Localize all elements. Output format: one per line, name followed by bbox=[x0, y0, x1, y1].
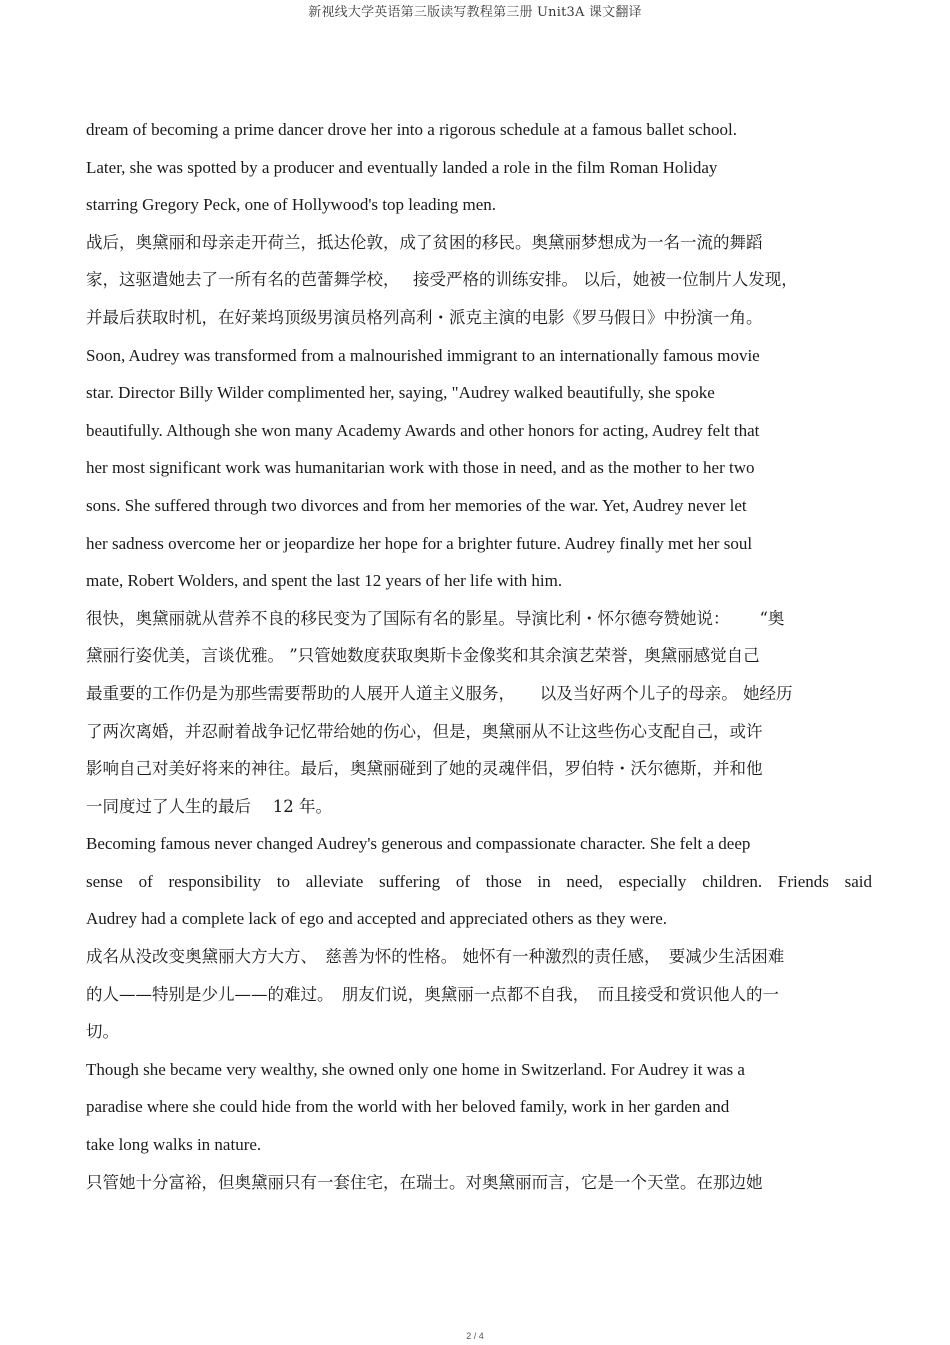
chinese-text-line: 影响自己对美好将来的神往。最后，奥黛丽碰到了她的灵魂伴侣，罗伯特・沃尔德斯，并和他 bbox=[86, 759, 763, 779]
english-text-line: Later, she was spotted by a producer and eventually landed a role in the film Roman Holiday bbox=[86, 157, 718, 177]
chinese-text-line: 战后，奥黛丽和母亲走开荷兰，抵达伦敦，成了贫困的移民。奥黛丽梦想成为一名一流的舞蹈 bbox=[86, 232, 763, 252]
chinese-text-line: 家，这驱遣她去了一所有名的芭蕾舞学校， 接受严格的训练安排。 以后，她被一位制片人发现， bbox=[86, 270, 798, 290]
chinese-text-line: 并最后获取时机，在好莱坞顶级男演员格列高利・派克主演的电影《罗马假日》中扮演一角。 bbox=[86, 307, 763, 327]
chinese-text-line: 很快，奥黛丽就从营养不良的移民变为了国际有名的影星。导演比利・怀尔德夸赞她说： “奥 bbox=[86, 608, 785, 628]
english-text-line: sons. She suffered through two divorces and from her memories of the war. Yet, Audrey never let bbox=[86, 495, 747, 515]
chinese-text-line: 切。 bbox=[86, 1022, 119, 1042]
chinese-text-line: 的人——特别是少儿——的难过。 朋友们说，奥黛丽一点都不自我， 而且接受和赏识他人的一 bbox=[86, 984, 779, 1004]
english-text-line: mate, Robert Wolders, and spent the last 12 years of her life with him. bbox=[86, 571, 563, 591]
english-text-line: Becoming famous never changed Audrey's generous and compassionate character. She felt a deep bbox=[86, 834, 751, 854]
english-text-line: paradise where she could hide from the world with her beloved family, work in her garden and bbox=[86, 1097, 730, 1117]
chinese-text-line: 成名从没改变奥黛丽大方大方、 慈善为怀的性格。 她怀有一种激烈的责任感， 要减少生活困难 bbox=[86, 947, 785, 967]
english-text-line: her most significant work was humanitarian work with those in need, and as the mother to her two bbox=[86, 458, 755, 478]
english-text-line: beautifully. Although she won many Academy Awards and other honors for acting, Audrey felt that bbox=[86, 420, 760, 440]
english-text-line: star. Director Billy Wilder complimented her, saying, "Audrey walked beautifully, she spoke bbox=[86, 383, 715, 403]
english-text-line: take long walks in nature. bbox=[86, 1135, 262, 1155]
chinese-text-line: 黛丽行姿优美，言谈优雅。 ”只管她数度获取奥斯卡金像奖和其余演艺荣誉，奥黛丽感觉自己 bbox=[86, 646, 760, 666]
english-text-line: her sadness overcome her or jeopardize her hope for a brighter future. Audrey finally met her soul bbox=[86, 533, 753, 553]
english-text-line: sense of responsibility to alleviate suffering of those in need, especially children. Friends said bbox=[86, 871, 872, 891]
english-text-line: dream of becoming a prime dancer drove her into a rigorous schedule at a famous ballet school. bbox=[86, 120, 737, 139]
english-text-line: Soon, Audrey was transformed from a malnourished immigrant to an internationally famous movie bbox=[86, 345, 760, 365]
chinese-text-line: 只管她十分富裕，但奥黛丽只有一套住宅，在瑞士。对奥黛丽而言，它是一个天堂。在那边她 bbox=[86, 1172, 763, 1192]
document-body bbox=[86, 118, 876, 1208]
chinese-text-line: 最重要的工作仍是为那些需要帮助的人展开人道主义服务， 以及当好两个儿子的母亲。 她经历 bbox=[86, 683, 793, 703]
page-number: 2 / 4 bbox=[466, 1331, 484, 1341]
english-text-line: starring Gregory Peck, one of Hollywood's top leading men. bbox=[86, 195, 497, 215]
chinese-text-line: 了两次离婚，并忍耐着战争记忆带给她的伤心，但是，奥黛丽从不让这些伤心支配自己，或许 bbox=[86, 721, 763, 741]
chinese-text-line: 一同度过了人生的最后 12 年。 bbox=[86, 796, 332, 816]
english-text-line: Though she became very wealthy, she owned only one home in Switzerland. For Audrey it was a bbox=[86, 1059, 745, 1079]
english-text-line: Audrey had a complete lack of ego and accepted and appreciated others as they were. bbox=[86, 909, 668, 929]
running-header: 新视线大学英语第三版读写教程第三册 Unit3A 课文翻译 bbox=[308, 5, 642, 20]
